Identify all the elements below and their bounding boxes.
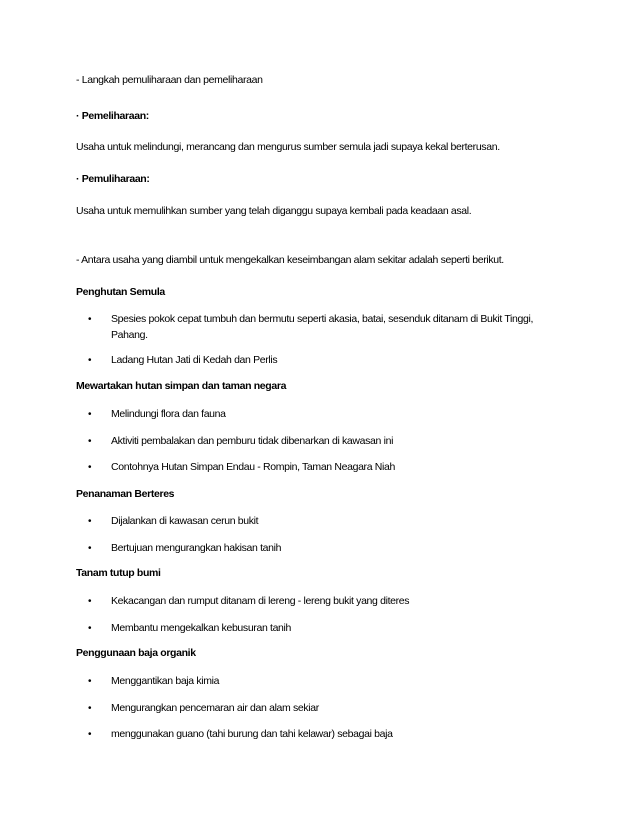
list-item: Kekacangan dan rumput ditanam di lereng - lereng bukit yang diteres	[111, 595, 410, 607]
heading-pemeliharaan: · Pemeliharaan:	[76, 110, 149, 122]
bullet-icon: •	[88, 729, 92, 740]
section-heading: Mewartakan hutan simpan dan taman negara	[76, 380, 287, 392]
bullet-icon: •	[88, 596, 92, 607]
section-heading: Penanaman Berteres	[76, 488, 175, 500]
definition-pemuliharaan: Usaha untuk memulihkan sumber yang telah diganggu supaya kembali pada keadaan asal.	[76, 205, 472, 217]
intro-line: - Langkah pemuliharaan dan pemeliharaan	[76, 74, 263, 86]
bullet-icon: •	[88, 543, 92, 554]
section-heading: Penghutan Semula	[76, 286, 165, 298]
list-item: Membantu mengekalkan kebusuran tanih	[111, 622, 292, 634]
list-item: Menggantikan baja kimia	[111, 675, 220, 687]
bullet-icon: •	[88, 516, 92, 527]
section-heading: Tanam tutup bumi	[76, 567, 161, 579]
list-item: Spesies pokok cepat tumbuh dan bermutu seperti akasia, batai, sesenduk ditanam di Bukit Tinggi, Pahang.	[111, 313, 534, 341]
bullet-icon: •	[88, 462, 92, 473]
list-item: menggunakan guano (tahi burung dan tahi kelawar) sebagai baja	[111, 728, 393, 740]
list-item: Dijalankan di kawasan cerun bukit	[111, 515, 259, 527]
bullet-icon: •	[88, 676, 92, 687]
bullet-icon: •	[88, 409, 92, 420]
definition-pemeliharaan: Usaha untuk melindungi, merancang dan mengurus sumber semula jadi supaya kekal berterusan.	[76, 141, 500, 153]
bullet-icon: •	[88, 436, 92, 447]
section-heading: Penggunaan baja organik	[76, 647, 196, 659]
list-item: Melindungi flora dan fauna	[111, 408, 226, 420]
list-item: Mengurangkan pencemaran air dan alam sekiar	[111, 702, 319, 714]
list-item: Bertujuan mengurangkan hakisan tanih	[111, 542, 282, 554]
bullet-icon: •	[88, 623, 92, 634]
bullet-icon: •	[88, 355, 92, 366]
list-item: Contohnya Hutan Simpan Endau - Rompin, Taman Neagara Niah	[111, 461, 395, 473]
measures-intro: - Antara usaha yang diambil untuk mengekalkan keseimbangan alam sekitar adalah seperti berikut.	[76, 254, 504, 266]
list-item: Ladang Hutan Jati di Kedah dan Perlis	[111, 354, 278, 366]
heading-pemuliharaan: · Pemuliharaan:	[76, 173, 150, 185]
bullet-icon: •	[88, 314, 92, 325]
bullet-icon: •	[88, 703, 92, 714]
list-item: Aktiviti pembalakan dan pemburu tidak dibenarkan di kawasan ini	[111, 435, 394, 447]
